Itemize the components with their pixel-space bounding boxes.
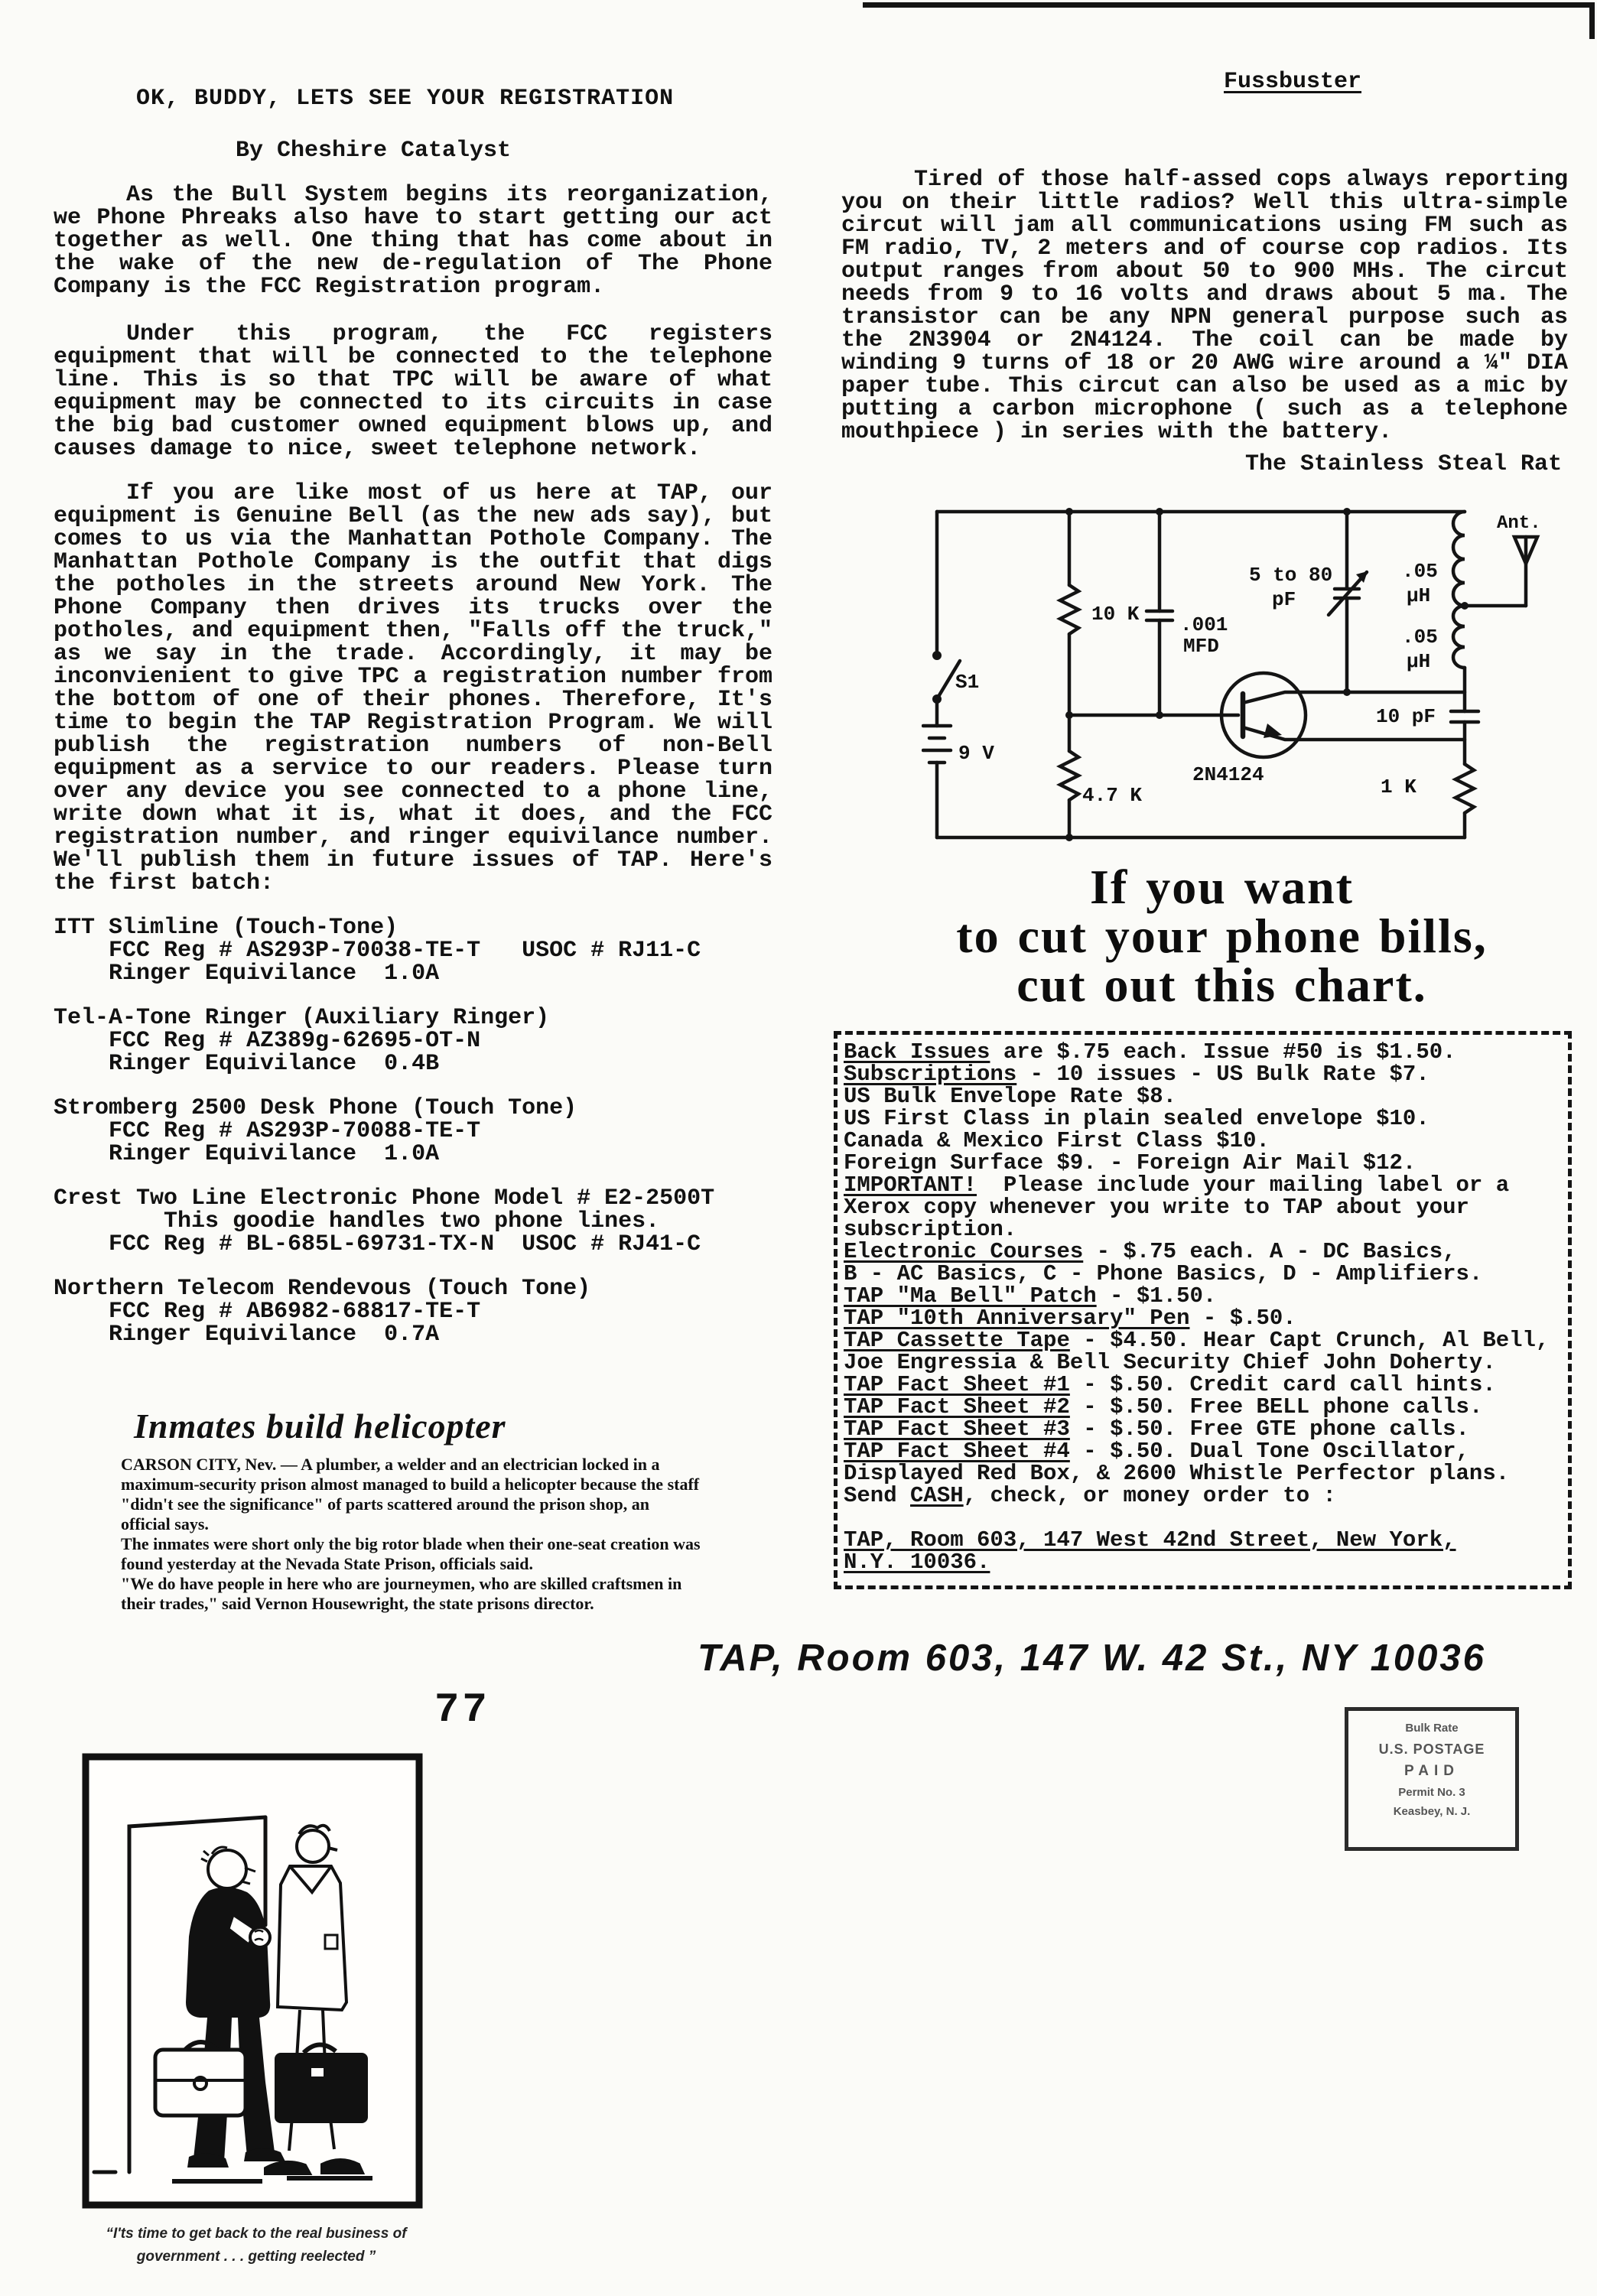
registration-entry	[54, 1277, 714, 1346]
scan-edge-artifact	[1589, 2, 1595, 39]
cartoon-illustration	[82, 1753, 423, 2209]
schematic-wires	[923, 512, 1537, 837]
registration-detail: FCC Reg # AZ389g-62695-OT-N	[54, 1028, 481, 1054]
cartoon-caption	[73, 2223, 440, 2268]
registration-detail: Ringer Equivilance 0.4B	[54, 1051, 440, 1077]
article-paragraph-1: As the Bull System begins its reorganization, we Phone Phreaks also have to start getting our act together as well. One thing that has come about in the wake of the new de-regulation of The Phone Company is the FCC Registration program.	[54, 182, 772, 300]
helicopter-headline: Inmates build helicopter	[134, 1407, 506, 1446]
address-banner: TAP, Room 603, 147 W. 42 St., NY 10036	[698, 1637, 1486, 1679]
registration-detail: FCC Reg # BL-685L-69731-TX-N USOC # RJ41-C	[54, 1231, 701, 1257]
registration-detail: Ringer Equivilance 1.0A	[54, 1141, 440, 1167]
schematic-label-r1: 10 K	[1091, 603, 1140, 626]
schematic-label-battery: 9 V	[958, 742, 994, 765]
order-line: TAP "Ma Bell" Patch - $1.50.	[844, 1283, 1217, 1309]
registration-entry	[54, 1187, 714, 1256]
order-box	[834, 1031, 1572, 1589]
order-line: Back Issues are $.75 each. Issue #50 is $1.50.	[844, 1039, 1456, 1065]
schematic-label-c1: .001	[1180, 613, 1228, 636]
order-line: TAP "10th Anniversary" Pen - $.50.	[844, 1306, 1296, 1331]
helicopter-clipping	[121, 1455, 701, 1614]
schematic-label-r2: 4.7 K	[1082, 784, 1143, 807]
order-line: N.Y. 10036.	[844, 1550, 990, 1575]
registration-entry	[54, 916, 714, 985]
registration-name: Tel-A-Tone Ringer (Auxiliary Ringer)	[54, 1005, 550, 1031]
order-line: IMPORTANT! Please include your mailing label or a	[844, 1172, 1510, 1198]
jammer-schematic	[922, 499, 1595, 858]
article-title: OK, BUDDY, LETS SEE YOUR REGISTRATION	[136, 86, 675, 112]
fussbuster-body: Tired of those half-assed cops always reporting you on their little radios? Well this ultra-simple circut will jam all communications using FM such as FM radio, TV, 2 meters and of course cop radios. Its output ranges from about 50 to 900 MHs. The circut needs from 9 to 16 volts and draws about 5 ma. The transistor can be any NPN general purpose such as the 2N3904 or 2N4124. The coil can be made by winding 9 turns of 18 or 20 AWG wire around a ¼" DIA paper tube. This circut can also be used as a mic by putting a carbon microphone ( such as a telephone mouthpiece ) in series with the battery.	[841, 167, 1568, 445]
registration-detail: Ringer Equivilance 1.0A	[54, 961, 440, 987]
order-line	[844, 1507, 1568, 1529]
schematic-label-antenna: Ant.	[1497, 513, 1541, 534]
order-line: Xerox copy whenever you write to TAP about your	[844, 1195, 1469, 1220]
registration-name: Crest Two Line Electronic Phone Model # E2-2500T	[54, 1185, 715, 1211]
page-number: 77	[434, 1687, 490, 1734]
helicopter-paragraph: CARSON CITY, Nev. — A plumber, a welder and an electrician locked in a maximum-security prison almost managed to build a helicopter because the staff "didn't see the significance" of parts scattered around the prison shop, an official says.	[121, 1455, 700, 1533]
stamp-line: PAID	[1404, 1763, 1459, 1779]
registration-entry	[54, 1007, 714, 1075]
order-line: TAP Fact Sheet #4 - $.50. Dual Tone Oscillator,	[844, 1439, 1469, 1464]
order-line: Joe Engressia & Bell Security Chief John Doherty.	[844, 1350, 1496, 1375]
stamp-line: U.S. POSTAGE	[1378, 1742, 1485, 1757]
order-line: TAP Cassette Tape - $4.50. Hear Capt Crunch, Al Bell,	[844, 1328, 1550, 1353]
helicopter-paragraph: "We do have people in here who are journeymen, who are skilled craftsmen in their trades," said Vernon Housewright, the state prisons director.	[121, 1574, 682, 1613]
cartoon-caption-line: government . . . getting reelected ”	[136, 2249, 376, 2265]
order-line: TAP Fact Sheet #2 - $.50. Free BELL phone calls.	[844, 1394, 1483, 1420]
ad-headline-line: If you want	[1090, 860, 1354, 914]
schematic-label-c1-unit: MFD	[1183, 635, 1219, 658]
order-line: Subscriptions - 10 issues - US Bulk Rate $7.	[844, 1062, 1429, 1087]
postage-stamp	[1345, 1707, 1519, 1851]
order-line: B - AC Basics, C - Phone Basics, D - Amplifiers.	[844, 1261, 1483, 1286]
ad-headline	[860, 860, 1583, 1012]
article-byline: By Cheshire Catalyst	[236, 138, 512, 164]
order-line: TAP Fact Sheet #1 - $.50. Credit card call hints.	[844, 1372, 1496, 1397]
schematic-label-transistor: 2N4124	[1192, 763, 1264, 786]
registration-list	[54, 916, 714, 1368]
registration-detail: FCC Reg # AS293P-70038-TE-T USOC # RJ11-C	[54, 938, 701, 964]
registration-detail: Ringer Equivilance 0.7A	[54, 1322, 440, 1348]
schematic-label-r3: 1 K	[1381, 776, 1416, 798]
registration-name: Northern Telecom Rendevous (Touch Tone)	[54, 1276, 591, 1302]
fussbuster-signature: The Stainless Steal Rat	[1245, 451, 1563, 477]
schematic-label-varcap-unit: pF	[1272, 588, 1296, 611]
order-line: Electronic Courses - $.75 each. A - DC Basics,	[844, 1239, 1456, 1264]
registration-name: Stromberg 2500 Desk Phone (Touch Tone)	[54, 1095, 577, 1121]
ad-headline-line: to cut your phone bills,	[956, 909, 1488, 963]
ad-headline-line: cut out this chart.	[1016, 958, 1427, 1012]
order-line: Canada & Mexico First Class $10.	[844, 1128, 1270, 1153]
schematic-label-coil2: .05	[1402, 626, 1438, 649]
order-line: TAP Fact Sheet #3 - $.50. Free GTE phone calls.	[844, 1416, 1469, 1442]
stamp-line: Bulk Rate	[1405, 1722, 1459, 1735]
registration-detail: FCC Reg # AB6982-68817-TE-T	[54, 1299, 481, 1325]
registration-name: ITT Slimline (Touch-Tone)	[54, 915, 398, 941]
registration-detail: This goodie handles two phone lines.	[54, 1208, 660, 1234]
schematic-label-coil2-unit: μH	[1407, 650, 1431, 673]
cartoon-caption-line: “I'ts time to get back to the real business of	[106, 2226, 407, 2242]
schematic-label-coil1: .05	[1402, 560, 1438, 583]
schematic-label-coil1-unit: μH	[1407, 584, 1431, 607]
registration-detail: FCC Reg # AS293P-70088-TE-T	[54, 1118, 481, 1144]
article-paragraph-2: Under this program, the FCC registers equipment that will be connected to the telephone line. This is so that TPC will be aware of what equipment may be connected to its circuits in case the big bad customer owned equipment blows up, and causes damage to nice, sweet telephone network.	[54, 321, 772, 462]
helicopter-paragraph: The inmates were short only the big rotor blade when their one-seat creation was found yesterday at the Nevada State Prison, officials said.	[121, 1534, 701, 1573]
stamp-line: Permit No. 3	[1398, 1786, 1465, 1799]
schematic-label-switch: S1	[955, 671, 980, 694]
stamp-line: Keasbey, N. J.	[1393, 1805, 1471, 1818]
order-line: Foreign Surface $9. - Foreign Air Mail $12.	[844, 1150, 1416, 1176]
order-line: US Bulk Envelope Rate $8.	[844, 1084, 1177, 1109]
schematic-label-varcap: 5 to 80	[1249, 564, 1333, 587]
order-line: subscription.	[844, 1217, 1017, 1242]
order-line: Send CASH, check, or money order to :	[844, 1483, 1336, 1508]
order-line: US First Class in plain sealed envelope $10.	[844, 1106, 1429, 1131]
scan-edge-artifact	[863, 2, 1592, 8]
fussbuster-title: Fussbuster	[1224, 69, 1362, 95]
order-line: Displayed Red Box, & 2600 Whistle Perfector plans.	[844, 1461, 1510, 1486]
order-line: TAP, Room 603, 147 West 42nd Street, New York,	[844, 1527, 1456, 1553]
schematic-label-c2: 10 pF	[1376, 705, 1436, 728]
registration-entry	[54, 1097, 714, 1166]
article-paragraph-3: If you are like most of us here at TAP, our equipment is Genuine Bell (as the new ads say), but comes to us via the Manhattan Pothole Company. The Manhattan Pothole Company is the outfit that digs the potholes in the streets around New York. The Phone Company then drives its trucks over the potholes, and equipment then, "Falls off the truck," as we say in the trade. Accordingly, it may be inconvienient to give TPC a registration number from the bottom of one of their phones. Therefore, It's time to begin the TAP Registration Program. We will publish the registration numbers of non-Bell equipment as a service to our readers. Please turn over any device you see connected to a phone line, write down what it is, what it does, and the FCC registration number, and ringer equivilance number. We'll publish them in future issues of TAP. Here's the first batch:	[54, 480, 772, 896]
